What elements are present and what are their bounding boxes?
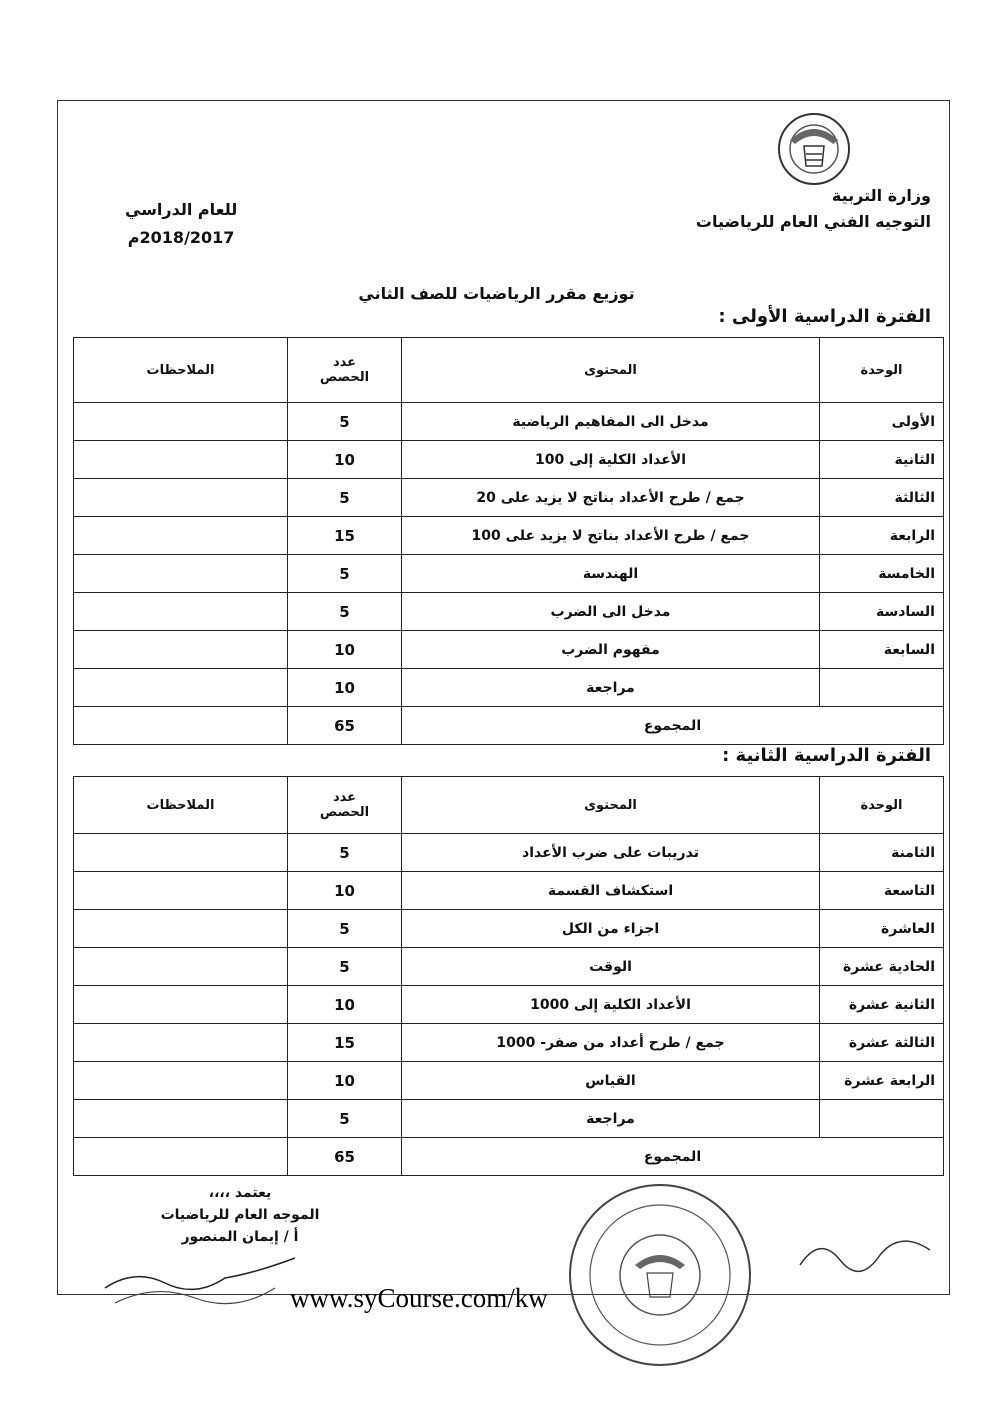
table-row xyxy=(74,631,944,669)
content-cell: الأعداد الكلية إلى 100 xyxy=(402,441,820,479)
watermark-url: www.syCourse.com/kw xyxy=(290,1283,548,1313)
notes-cell xyxy=(74,707,288,745)
document-title: توزيع مقرر الرياضيات للصف الثاني xyxy=(358,284,635,303)
content-cell: مدخل الى المفاهيم الرياضية xyxy=(402,403,820,441)
table-row xyxy=(74,872,944,910)
content-cell: استكشاف القسمة xyxy=(402,872,820,910)
unit-cell xyxy=(820,669,944,707)
table-row xyxy=(74,669,944,707)
notes-cell xyxy=(74,631,288,669)
periods-cell: 5 xyxy=(288,555,402,593)
col-periods-header: عدد الحصص xyxy=(288,777,402,834)
date-scribble xyxy=(790,1215,940,1295)
notes-cell xyxy=(74,834,288,872)
header-ministry xyxy=(696,183,931,235)
content-cell: القياس xyxy=(402,1062,820,1100)
unit-cell: الثالثة عشرة xyxy=(820,1024,944,1062)
notes-cell xyxy=(74,479,288,517)
content-cell: الأعداد الكلية إلى 1000 xyxy=(402,986,820,1024)
year-value: 2018/2017م xyxy=(127,228,235,247)
unit-cell: الأولى xyxy=(820,403,944,441)
period1-table xyxy=(73,337,944,745)
table-row xyxy=(74,948,944,986)
col-notes-header: الملاحظات xyxy=(74,338,288,403)
periods-cell: 10 xyxy=(288,872,402,910)
col-periods-header: عدد الحصص xyxy=(288,338,402,403)
content-cell: اجزاء من الكل xyxy=(402,910,820,948)
kuwait-emblem-icon xyxy=(775,110,853,188)
unit-cell: العاشرة xyxy=(820,910,944,948)
notes-cell xyxy=(74,1100,288,1138)
periods-cell: 5 xyxy=(288,948,402,986)
periods-cell: 10 xyxy=(288,986,402,1024)
periods-cell: 5 xyxy=(288,910,402,948)
unit-cell: الحادية عشرة xyxy=(820,948,944,986)
content-cell: جمع / طرح الأعداد بناتج لا يزيد على 100 xyxy=(402,517,820,555)
content-cell: مدخل الى الضرب xyxy=(402,593,820,631)
notes-cell xyxy=(74,1062,288,1100)
notes-cell xyxy=(74,910,288,948)
content-cell: الهندسة xyxy=(402,555,820,593)
official-stamp-icon xyxy=(565,1175,755,1375)
total-value: 65 xyxy=(288,707,402,745)
notes-cell xyxy=(74,872,288,910)
notes-cell xyxy=(74,669,288,707)
table-row xyxy=(74,555,944,593)
unit-cell: الثانية عشرة xyxy=(820,986,944,1024)
unit-cell: السابعة xyxy=(820,631,944,669)
content-cell: الوقت xyxy=(402,948,820,986)
period2-table xyxy=(73,776,944,1176)
unit-cell: الخامسة xyxy=(820,555,944,593)
total-label: المجموع xyxy=(402,1138,944,1176)
table-row xyxy=(74,1062,944,1100)
total-row xyxy=(74,707,944,745)
total-label: المجموع xyxy=(402,707,944,745)
table-row xyxy=(74,986,944,1024)
periods-cell: 5 xyxy=(288,403,402,441)
notes-cell xyxy=(74,948,288,986)
unit-cell: الثانية xyxy=(820,441,944,479)
col-notes-header: الملاحظات xyxy=(74,777,288,834)
table-row xyxy=(74,834,944,872)
col-unit-header: الوحدة xyxy=(820,777,944,834)
unit-cell: التاسعة xyxy=(820,872,944,910)
notes-cell xyxy=(74,403,288,441)
table-row xyxy=(74,517,944,555)
unit-cell: الثالثة xyxy=(820,479,944,517)
approval-block xyxy=(160,1182,320,1248)
content-cell: مراجعة xyxy=(402,1100,820,1138)
content-cell: تدريبات على ضرب الأعداد xyxy=(402,834,820,872)
notes-cell xyxy=(74,555,288,593)
periods-cell: 15 xyxy=(288,517,402,555)
unit-cell: الرابعة عشرة xyxy=(820,1062,944,1100)
period2-label: الفترة الدراسية الثانية : xyxy=(722,745,931,766)
table-row xyxy=(74,910,944,948)
notes-cell xyxy=(74,593,288,631)
unit-cell: الرابعة xyxy=(820,517,944,555)
signature-scribble xyxy=(95,1248,315,1318)
department-name: التوجيه الفني العام للرياضيات xyxy=(695,212,931,231)
notes-cell xyxy=(74,441,288,479)
total-value: 65 xyxy=(288,1138,402,1176)
year-label: للعام الدراسي xyxy=(125,200,238,219)
table-row xyxy=(74,593,944,631)
periods-cell: 10 xyxy=(288,441,402,479)
table-row xyxy=(74,479,944,517)
periods-cell: 5 xyxy=(288,1100,402,1138)
table-header-row xyxy=(74,338,944,403)
notes-cell xyxy=(74,517,288,555)
periods-cell: 5 xyxy=(288,834,402,872)
table-row xyxy=(74,1100,944,1138)
total-row xyxy=(74,1138,944,1176)
notes-cell xyxy=(74,1024,288,1062)
approval-title: الموجه العام للرياضيات xyxy=(160,1207,320,1223)
content-cell: مفهوم الضرب xyxy=(402,631,820,669)
unit-cell: الثامنة xyxy=(820,834,944,872)
periods-cell: 10 xyxy=(288,669,402,707)
approval-line1: يعتمد ،،،، xyxy=(208,1185,272,1201)
table-row xyxy=(74,1024,944,1062)
periods-cell: 15 xyxy=(288,1024,402,1062)
table-row xyxy=(74,403,944,441)
col-content-header: المحتوى xyxy=(402,777,820,834)
unit-cell xyxy=(820,1100,944,1138)
table-header-row xyxy=(74,777,944,834)
notes-cell xyxy=(74,1138,288,1176)
content-cell: جمع / طرح الأعداد بناتج لا يزيد على 20 xyxy=(402,479,820,517)
periods-cell: 5 xyxy=(288,479,402,517)
period1-label: الفترة الدراسية الأولى : xyxy=(718,306,931,327)
unit-cell: السادسة xyxy=(820,593,944,631)
periods-cell: 5 xyxy=(288,593,402,631)
periods-cell: 10 xyxy=(288,1062,402,1100)
header-year xyxy=(125,196,237,252)
approval-name: أ / إيمان المنصور xyxy=(181,1229,299,1245)
col-content-header: المحتوى xyxy=(402,338,820,403)
content-cell: جمع / طرح أعداد من صفر- 1000 xyxy=(402,1024,820,1062)
content-cell: مراجعة xyxy=(402,669,820,707)
notes-cell xyxy=(74,986,288,1024)
table-row xyxy=(74,441,944,479)
ministry-name: وزارة التربية xyxy=(831,186,931,205)
periods-cell: 10 xyxy=(288,631,402,669)
col-unit-header: الوحدة xyxy=(820,338,944,403)
